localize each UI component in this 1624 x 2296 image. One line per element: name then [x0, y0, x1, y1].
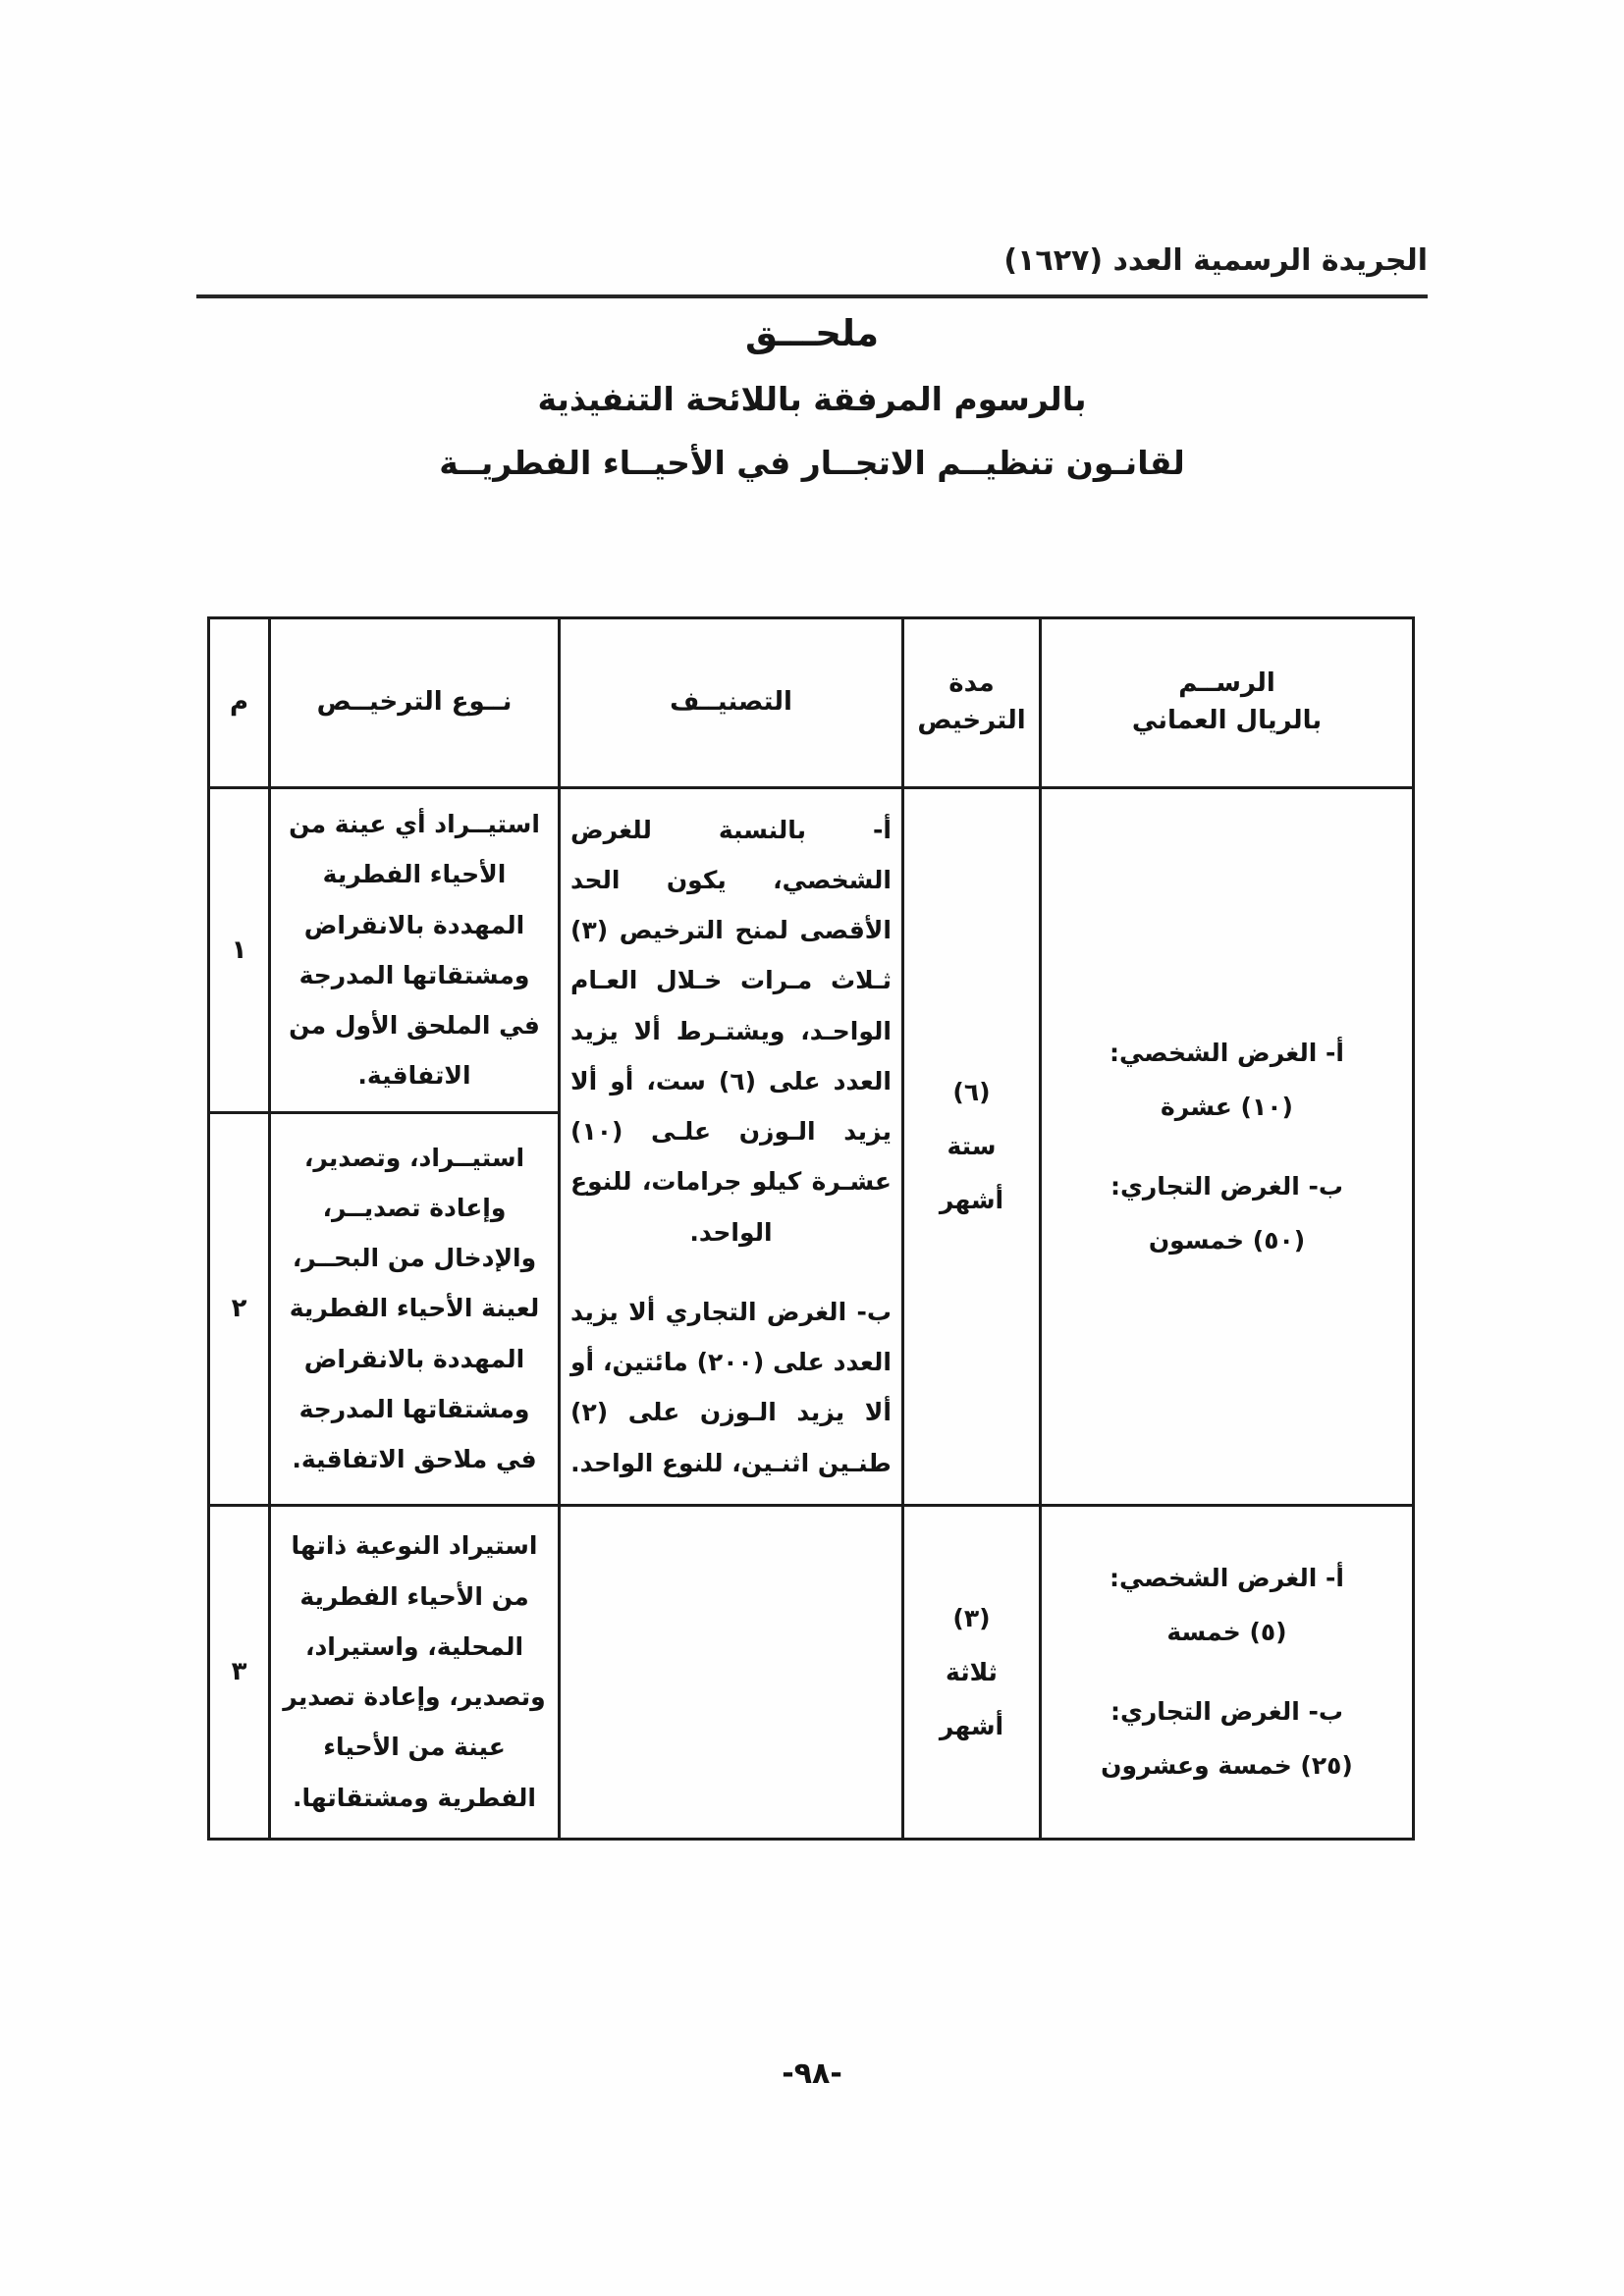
cell-row-number-3: ٣ [209, 1505, 270, 1839]
column-header-duration [903, 618, 1041, 788]
fee-personal-value: (٥) خمسة [1166, 1618, 1287, 1646]
column-header-duration-line2: الترخيص [917, 706, 1026, 735]
fee-commercial-value: (٥٠) خمسون [1148, 1225, 1306, 1255]
page-number: -٩٨- [782, 2056, 842, 2091]
classification-paragraph-a: أ- بالنسبة للغرض الشخصي، يكون الحد الأقصى لمنح الترخيص (٣) ثـلاث مـرات خـلال العـام الواحـد، ويشتـرط ألا يزيد العدد على (٦) ست، أو ألا يزيد الـوزن علـى (١٠) عشـرة كيلو جرامات، للنوع الواحد. [570, 815, 892, 1247]
title-block [206, 312, 1418, 482]
column-header-duration-line1: مدة [948, 668, 995, 699]
cell-fee-group-1 [1041, 788, 1414, 1506]
table-body [209, 788, 1414, 1840]
fee-personal-label: أ- الغرض الشخصي: [1110, 1038, 1344, 1067]
cell-classification-group-1 [560, 788, 903, 1506]
column-header-fee-line2: بالريال العماني [1131, 706, 1323, 735]
cell-row-number-2: ٢ [209, 1112, 270, 1505]
title-line-law: لقانـون تنظيــم الاتجــار في الأحيــاء الفطريــة [439, 444, 1185, 482]
column-header-number: م [209, 618, 270, 788]
table-row [209, 788, 1414, 1113]
cell-duration-group-2 [903, 1505, 1041, 1839]
fee-commercial-label: ب- الغرض التجاري: [1110, 1697, 1344, 1726]
column-header-fee-line1: الرســم [1178, 668, 1275, 699]
duration-value: (٣) [952, 1603, 991, 1632]
cell-license-type-3: استيراد النوعية ذاتها من الأحياء الفطرية المحلية، واستيراد، وتصدير، وإعادة تصدير عينة من الأحياء الفطرية ومشتقاتها. [270, 1505, 560, 1839]
gazette-title: الجريدة الرسمية العدد (١٦٢٧) [1003, 243, 1428, 278]
fee-commercial-label: ب- الغرض التجاري: [1110, 1171, 1344, 1201]
column-header-classification: التصنيــف [560, 618, 903, 788]
fee-commercial-value: (٢٥) خمسة وعشرون [1101, 1751, 1353, 1780]
duration-value: (٦) [952, 1078, 991, 1107]
column-header-fee [1041, 618, 1414, 788]
running-header [196, 243, 1428, 278]
fee-personal-value: (١٠) عشرة [1161, 1092, 1293, 1121]
column-header-license-type: نــوع الترخيــص [270, 618, 560, 788]
fee-personal-label: أ- الغرض الشخصي: [1110, 1564, 1344, 1592]
cell-duration-group-1 [903, 788, 1041, 1506]
title-line-subtitle: بالرسوم المرفقة باللائحة التنفيذية [537, 380, 1087, 418]
table-row [209, 1505, 1414, 1839]
cell-license-type-2: استيــراد، وتصدير، وإعادة تصديــر، والإدخال من البحــر، لعينة الأحياء الفطرية المهددة بالانقراض ومشتقاتها المدرجة في ملاحق الاتفاقية. [270, 1112, 560, 1505]
header-divider [196, 294, 1428, 298]
duration-unit: ثلاثة أشهر [939, 1657, 1004, 1740]
cell-row-number-1: ١ [209, 788, 270, 1113]
cell-license-type-1: استيــراد أي عينة من الأحياء الفطرية المهددة بالانقراض ومشتقاتها المدرجة في الملحق الأول من الاتفاقية. [270, 788, 560, 1113]
fee-table-container [210, 616, 1415, 1841]
cell-classification-empty [560, 1505, 903, 1839]
cell-fee-group-2 [1041, 1505, 1414, 1839]
table-header-row [209, 618, 1414, 788]
table-header [209, 618, 1414, 788]
classification-paragraph-b: ب- الغرض التجاري ألا يزيد العدد على (٢٠٠) مائتين، أو ألا يزيد الـوزن على (٢) طنـين اثنـين، للنوع الواحد. [570, 1297, 892, 1477]
title-line-appendix: ملحـــق [745, 312, 879, 354]
duration-unit: ستة أشهر [939, 1132, 1004, 1215]
fee-schedule-table [207, 616, 1415, 1841]
